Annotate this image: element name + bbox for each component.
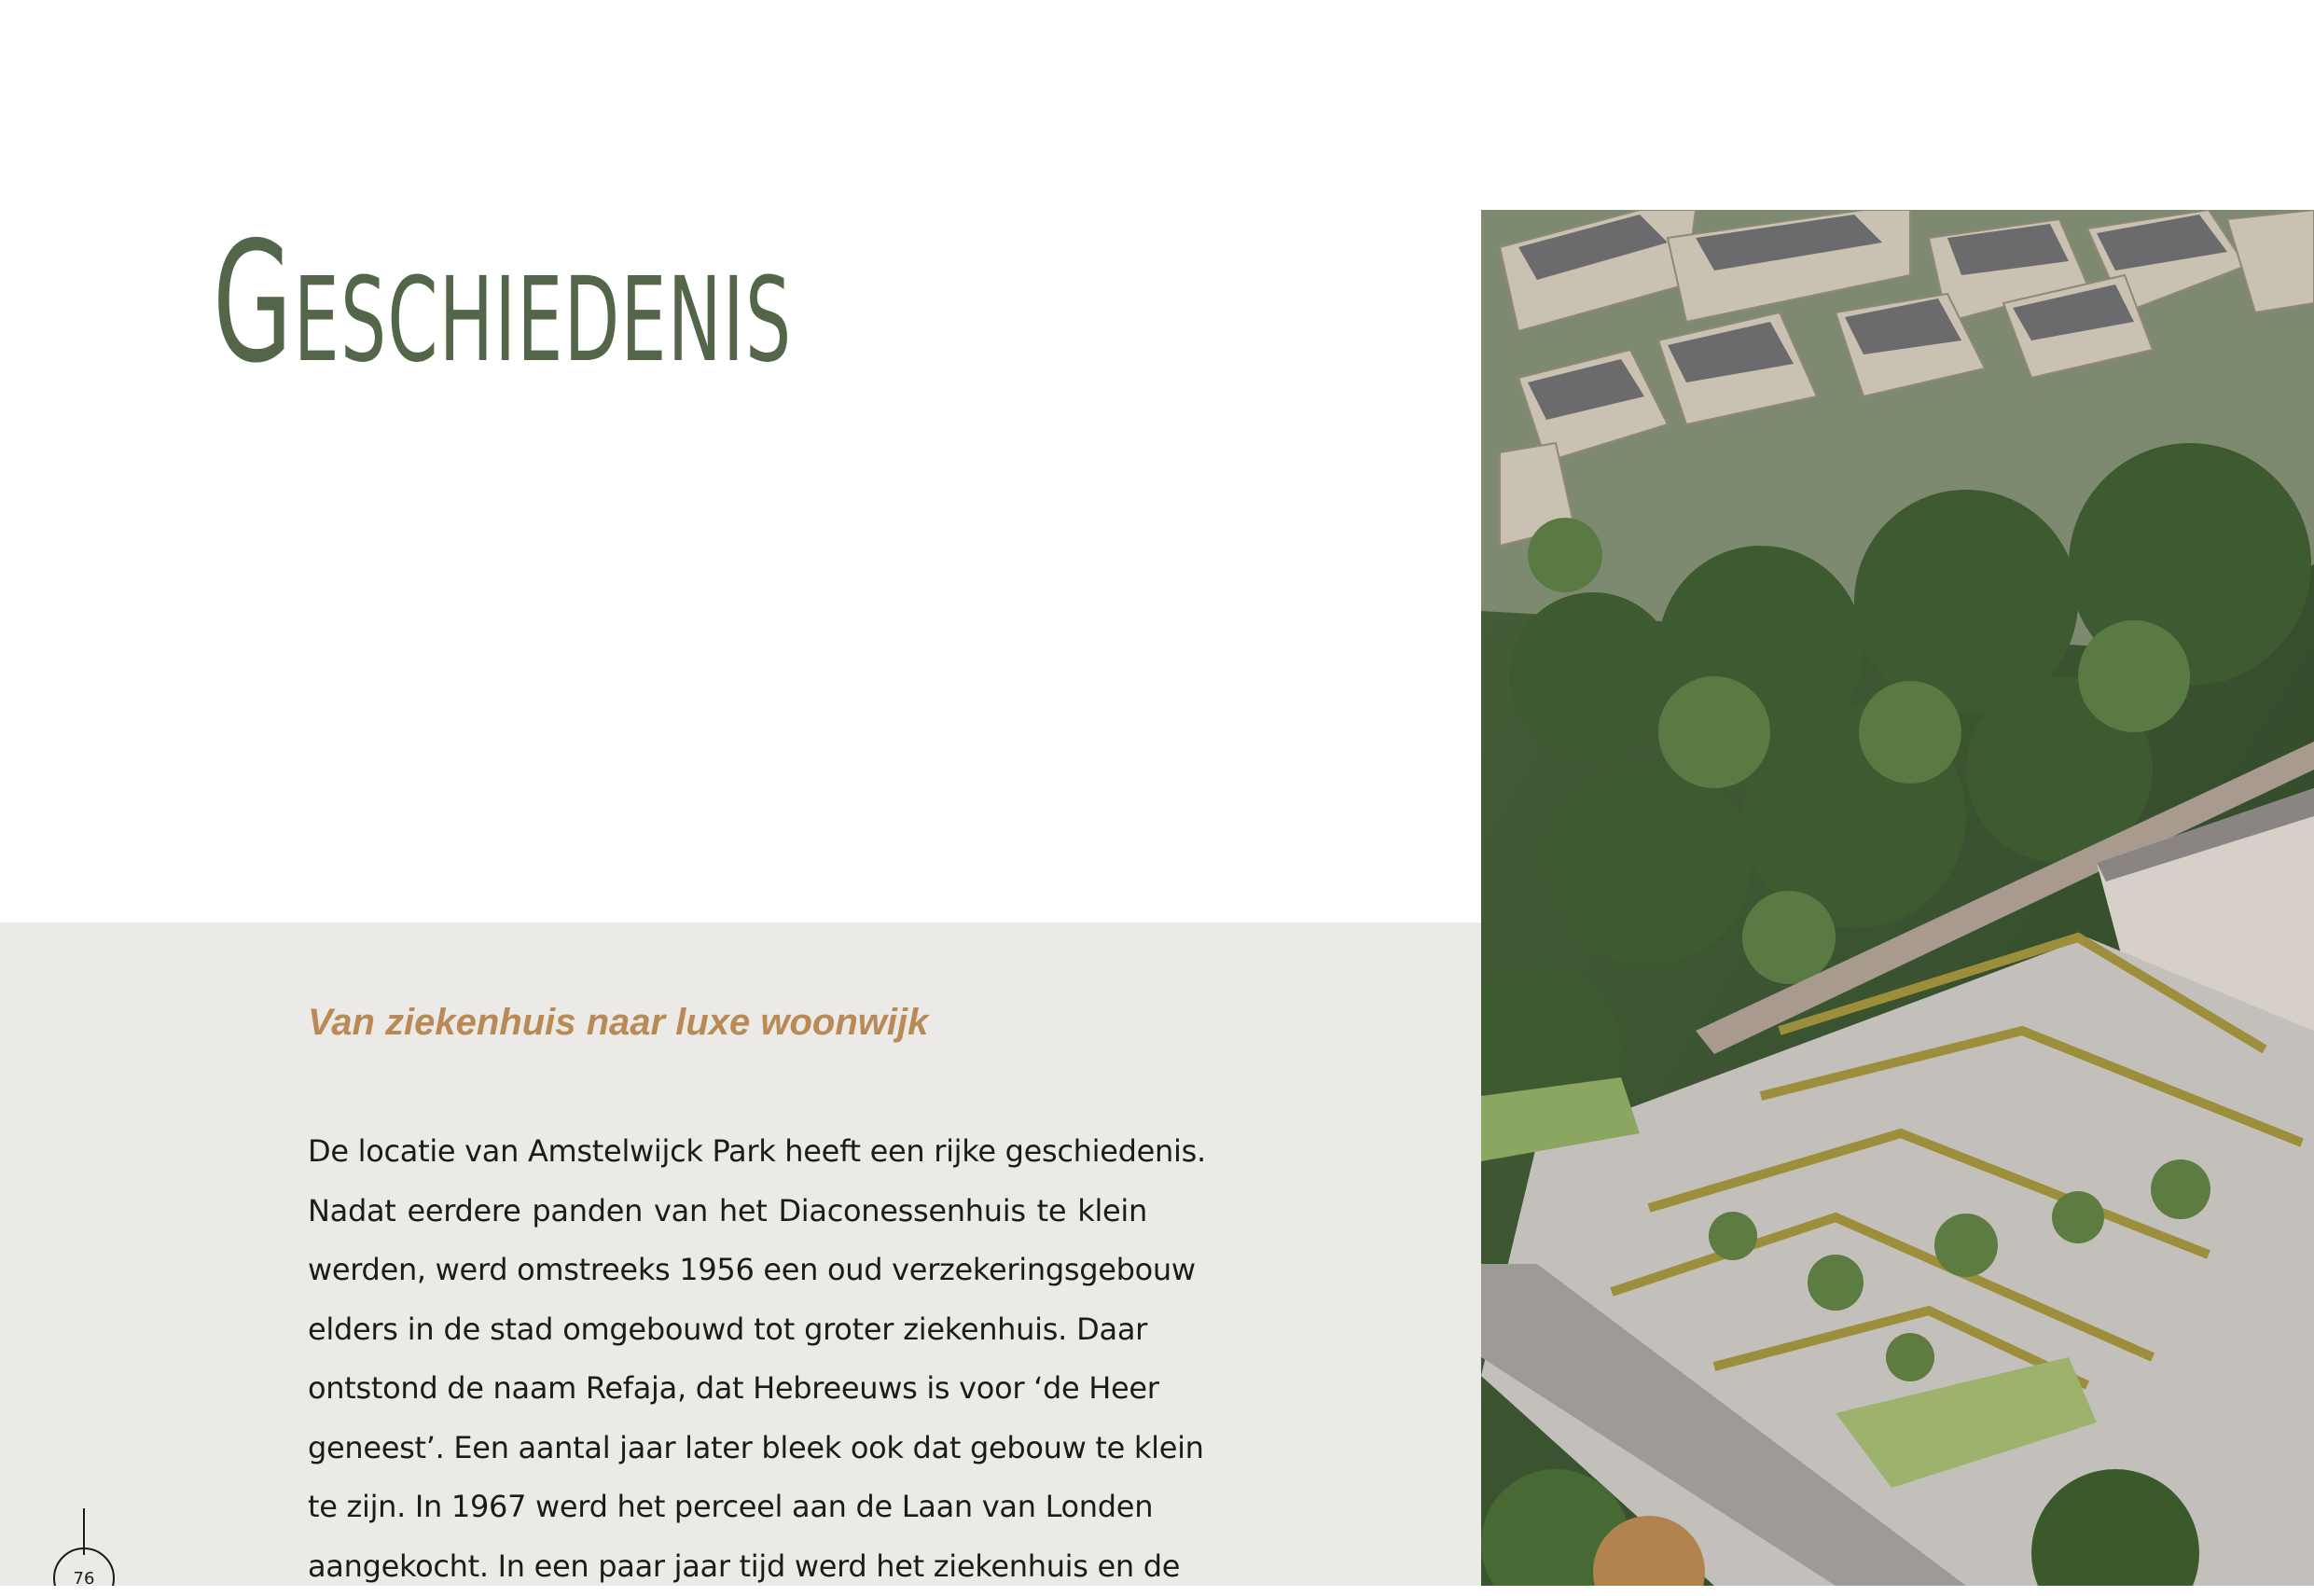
body-paragraph xyxy=(308,1122,1147,1596)
aerial-photo xyxy=(1481,210,2314,1586)
paragraph-line: elders in de stad omgebouwd tot groter ziekenhuis. Daar xyxy=(308,1300,1147,1360)
section-subtitle: Van ziekenhuis naar luxe woonwijk xyxy=(308,1002,928,1044)
paragraph-line: aangekocht. In een paar jaar tijd werd het ziekenhuis en de xyxy=(308,1537,1147,1596)
paragraph-line: geneest’. Een aantal jaar later bleek ook dat gebouw te klein xyxy=(308,1419,1147,1478)
paragraph-line: te zijn. In 1967 werd het perceel aan de Laan van Londen xyxy=(308,1478,1147,1537)
page-number-marker xyxy=(51,1508,117,1586)
paragraph-line: Nadat eerdere panden van het Diaconessenhuis te klein xyxy=(308,1182,1147,1242)
page-number: 76 xyxy=(74,1569,95,1586)
paragraph-line: werden, werd omstreeks 1956 een oud verzekeringsgebouw xyxy=(308,1241,1147,1300)
paragraph-line: ontstond de naam Refaja, dat Hebreeuws is voor ‘de Heer xyxy=(308,1359,1147,1419)
page-title: Geschiedenis xyxy=(213,220,792,386)
paragraph-line: De locatie van Amstelwijck Park heeft een rijke geschiedenis. xyxy=(308,1122,1147,1182)
